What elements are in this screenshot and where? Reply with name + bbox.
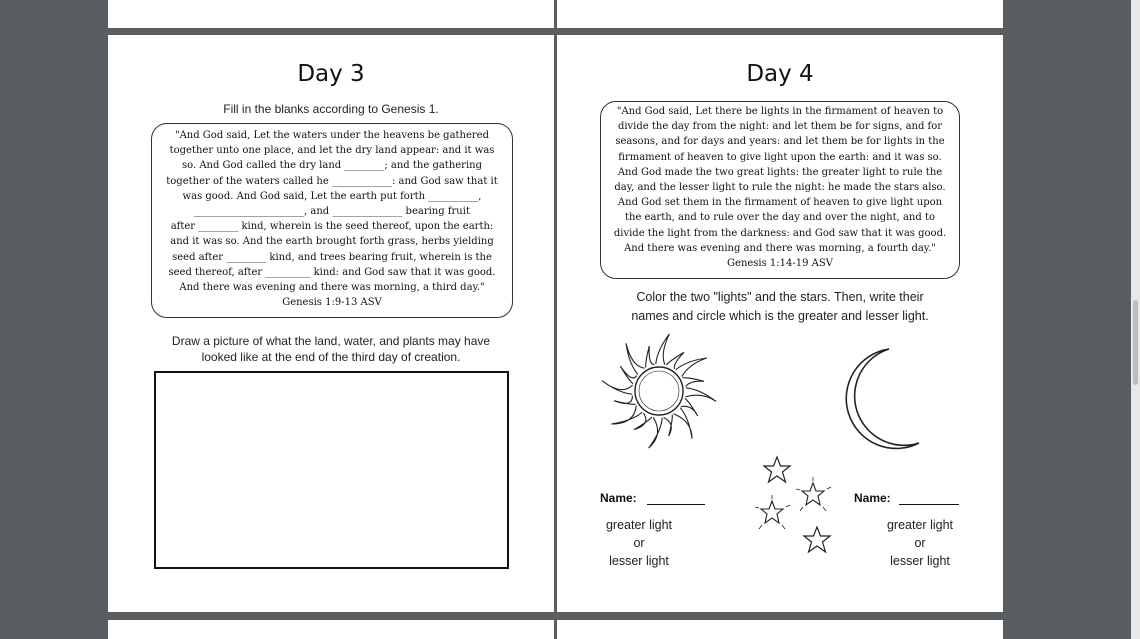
- greater-light-option[interactable]: greater light: [605, 518, 672, 532]
- day4-page: [557, 35, 1003, 612]
- instruction-line: names and circle which is the greater and lesser light.: [631, 309, 929, 323]
- draw-prompt-line: Draw a picture of what the land, water, and plants may have: [171, 334, 491, 348]
- next-page-right: [557, 620, 1003, 639]
- day4-verse-text: [601, 104, 959, 271]
- verse-line: divide the light from the darkness: and God saw that it was good.: [613, 227, 947, 239]
- star-icon: [762, 455, 792, 485]
- crescent-moon-icon: [827, 345, 922, 455]
- sun-ray: [673, 408, 692, 439]
- scrollbar-thumb[interactable]: [1133, 300, 1138, 385]
- greater-light-option[interactable]: greater light: [886, 518, 953, 532]
- sun-ray: [664, 415, 673, 436]
- day4-title: Day 4: [746, 61, 814, 87]
- sun-ray: [649, 417, 663, 448]
- sun-ray: [685, 388, 716, 402]
- verse-line: after ________ kind, wherein is the seed thereof, upon the earth:: [170, 221, 494, 233]
- sparkle-star-icon: [793, 477, 833, 513]
- or-label: or: [633, 536, 645, 550]
- lesser-light-option[interactable]: lesser light: [890, 554, 950, 568]
- verse-line: seasons, and for days and years: and let them be for lights in the: [615, 136, 945, 148]
- right-light-options: [870, 516, 970, 570]
- verse-line: And God made the two great lights: the greater light to rule the: [617, 166, 943, 178]
- left-name-blank[interactable]: [647, 504, 705, 505]
- lesser-light-option[interactable]: lesser light: [609, 554, 669, 568]
- previous-page-right: [557, 0, 1003, 28]
- sun-ray: [611, 405, 642, 424]
- sun-ray: [646, 346, 655, 367]
- verse-line: And there was evening and there was morning, a third day.": [179, 282, 485, 294]
- day3-title: Day 3: [297, 61, 365, 87]
- day3-page: [108, 35, 554, 612]
- sun-ray: [656, 334, 670, 365]
- verse-reference: Genesis 1:14-19 ASV: [727, 258, 833, 270]
- verse-line: together of the waters called he ____________: and God saw that it: [166, 175, 498, 187]
- verse-line: together unto one place, and let the dry land appear: and it was: [169, 145, 495, 157]
- or-label: or: [914, 536, 926, 550]
- verse-line: was good. And God said, Let the earth put forth __________,: [182, 190, 482, 202]
- verse-line: the earth, and to rule over the day and over the night, and to: [624, 212, 935, 224]
- sun-ray: [602, 381, 633, 395]
- sun-ray: [683, 378, 704, 387]
- verse-line: firmament of heaven to give light upon the earth: and it was so.: [618, 151, 942, 163]
- verse-line: and it was so. And the earth brought forth grass, herbs yielding: [170, 236, 494, 248]
- verse-line: divide the day from the night: and let them be for signs, and for: [617, 121, 943, 133]
- right-name-blank[interactable]: [899, 504, 959, 505]
- sun-ray: [626, 343, 645, 374]
- sun-icon: [599, 325, 717, 455]
- drawing-area[interactable]: [154, 371, 509, 569]
- left-name-label: Name:: [600, 491, 637, 505]
- verse-line: seed thereof, after _________ kind: and God saw that it was good.: [168, 266, 496, 278]
- verse-reference: Genesis 1:9-13 ASV: [282, 297, 382, 309]
- sun-ray: [676, 358, 707, 377]
- verse-line: day, and the lesser light to rule the night: he made the stars also.: [614, 182, 946, 194]
- right-name-label: Name:: [854, 491, 891, 505]
- verse-line: so. And God called the dry land ________; and the gathering: [181, 160, 482, 172]
- day3-verse-text: [152, 128, 512, 310]
- draw-prompt: [108, 333, 554, 365]
- sun-ray: [614, 396, 635, 405]
- verse-line: "And God said, Let there be lights in the firmament of heaven to: [616, 106, 944, 117]
- previous-page-left: [108, 0, 554, 28]
- left-light-options: [589, 516, 689, 570]
- verse-line: "And God said, Let the waters under the heavens be gathered: [174, 130, 490, 141]
- verse-line: ______________________, and ______________ bearing fruit: [194, 206, 470, 218]
- sparkle-star-icon: [752, 495, 792, 531]
- verse-line: seed after ________ kind, and trees bearing fruit, wherein is the: [172, 251, 492, 263]
- instruction-line: Color the two "lights" and the stars. Then, write their: [636, 290, 924, 304]
- day3-instruction: Fill in the blanks according to Genesis 1.: [223, 102, 439, 116]
- verse-line: And God set them in the firmament of heaven to give light upon: [617, 197, 943, 209]
- verse-line: And there was evening and there was morning, a fourth day.": [624, 242, 936, 254]
- next-page-left: [108, 620, 554, 639]
- draw-prompt-line: looked like at the end of the third day of creation.: [201, 350, 461, 364]
- star-icon: [802, 525, 832, 555]
- day4-instruction: [557, 288, 1003, 326]
